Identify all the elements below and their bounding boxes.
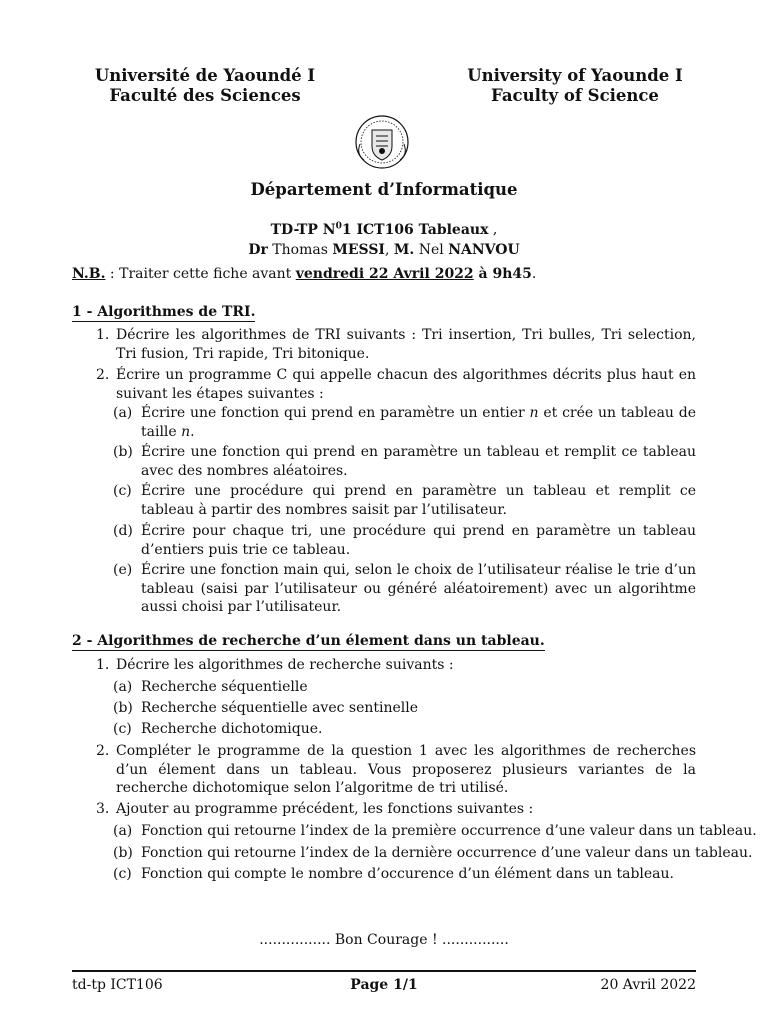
nb-time: à 9h45 bbox=[473, 266, 532, 282]
faculty-fr: Faculté des Sciences bbox=[109, 86, 301, 105]
title-rest: 1 ICT106 Tableaux bbox=[341, 221, 489, 238]
title-prefix: TD-TP N bbox=[270, 221, 336, 238]
closing-message: ................ Bon Courage ! ............... bbox=[259, 932, 509, 948]
footer-page-number: Page 1/1 bbox=[350, 977, 418, 993]
item-label: (c) bbox=[113, 483, 132, 499]
list-item bbox=[96, 800, 696, 819]
title-sup: 0 bbox=[335, 221, 342, 231]
sub-list-item bbox=[113, 443, 696, 480]
title-line-1 bbox=[0, 216, 768, 240]
header-right bbox=[440, 66, 710, 106]
math-var: n bbox=[181, 423, 191, 440]
title-sep: , bbox=[384, 241, 390, 258]
sub-list-item bbox=[113, 720, 696, 739]
sub-list-item bbox=[113, 678, 696, 697]
item-label: (a) bbox=[113, 823, 133, 839]
item-text: Fonction qui retourne l’index de la première occurrence d’une valeur dans un tableau. bbox=[141, 823, 757, 839]
footer-date: 20 Avril 2022 bbox=[600, 977, 696, 993]
university-seal-icon bbox=[354, 114, 410, 170]
item-number: 1. bbox=[96, 657, 110, 673]
section-1-heading bbox=[72, 304, 712, 322]
item-text: Ajouter au programme précédent, les fonctions suivantes : bbox=[116, 801, 534, 817]
nota-bene bbox=[72, 266, 702, 282]
section-2-title: 2 - Algorithmes de recherche d’un élement dans un tableau. bbox=[72, 633, 545, 649]
list-item bbox=[96, 742, 696, 798]
author2-first: Nel bbox=[418, 241, 444, 258]
exercise-title bbox=[0, 216, 768, 260]
item-text: Écrire un programme C qui appelle chacun des algorithmes décrits plus haut en suivant les étapes suivantes : bbox=[116, 367, 696, 402]
sub-list-item bbox=[113, 561, 696, 617]
item-text: Écrire une procédure qui prend en paramètre un tableau et remplit ce tableau à partir des nombres saisit par l’utilisateur. bbox=[141, 483, 696, 518]
item-number: 2. bbox=[96, 367, 110, 383]
item-text: Écrire une fonction main qui, selon le choix de l’utilisateur réalise le trie d’un tableau (saisi par l’utilisateur ou généré aléatoirement) avec un algorihtme aussi choisi par l’utilisateur. bbox=[141, 562, 696, 615]
header-left bbox=[70, 66, 340, 106]
item-text: Écrire une fonction qui prend en paramètre un entier bbox=[141, 405, 530, 421]
item-text: Recherche dichotomique. bbox=[141, 721, 323, 737]
title-comma: , bbox=[488, 221, 498, 238]
author2-last: NANVOU bbox=[448, 241, 520, 258]
sub-list-item bbox=[113, 522, 696, 559]
math-var: n bbox=[529, 405, 539, 421]
item-text: Recherche séquentielle bbox=[141, 679, 308, 695]
item-text: Écrire pour chaque tri, une procédure qui prend en paramètre un tableau d’entiers puis trie ce tableau. bbox=[141, 523, 696, 558]
item-label: (b) bbox=[113, 444, 133, 460]
item-text: Décrire les algorithmes de recherche suivants : bbox=[116, 657, 454, 673]
nb-label: N.B. bbox=[72, 266, 106, 282]
item-label: (b) bbox=[113, 845, 133, 861]
nb-text: : Traiter cette fiche avant bbox=[105, 266, 296, 282]
footer-left: td-tp ICT106 bbox=[72, 977, 163, 993]
author1-last: MESSI bbox=[332, 241, 385, 258]
list-item bbox=[96, 326, 696, 363]
footer-rule bbox=[72, 970, 696, 972]
university-en: University of Yaounde I bbox=[467, 66, 683, 85]
item-text: Fonction qui retourne l’index de la dernière occurrence d’une valeur dans un tableau. bbox=[141, 845, 753, 861]
item-label: (b) bbox=[113, 700, 133, 716]
nb-date: vendredi 22 Avril 2022 bbox=[295, 266, 474, 282]
item-label: (d) bbox=[113, 523, 133, 539]
item-number: 2. bbox=[96, 743, 110, 759]
sub-list-item bbox=[113, 482, 696, 519]
item-text: et crée un tableau de taille bbox=[141, 405, 696, 440]
list-item bbox=[96, 656, 696, 675]
sub-list-item bbox=[113, 865, 701, 884]
title-dr: Dr bbox=[248, 241, 268, 258]
university-fr: Université de Yaoundé I bbox=[94, 66, 316, 85]
item-text: Décrire les algorithmes de TRI suivants : Tri insertion, Tri bulles, Tri selection, Tri fusion, Tri rapide, Tri bitonique. bbox=[116, 327, 696, 362]
nb-end: . bbox=[531, 266, 537, 282]
title-line-2 bbox=[0, 240, 768, 260]
item-label: (e) bbox=[113, 562, 133, 578]
department-title: Département d’Informatique bbox=[250, 180, 518, 199]
item-number: 3. bbox=[96, 801, 110, 817]
author1-first: Thomas bbox=[272, 241, 328, 258]
item-text: Recherche séquentielle avec sentinelle bbox=[141, 700, 419, 716]
item-text: Fonction qui compte le nombre d’occurence d’un élément dans un tableau. bbox=[141, 866, 674, 882]
item-label: (a) bbox=[113, 679, 133, 695]
item-label: (c) bbox=[113, 866, 132, 882]
item-text: . bbox=[190, 423, 195, 440]
item-label: (c) bbox=[113, 721, 132, 737]
sub-list-item bbox=[113, 404, 696, 441]
sub-list-item bbox=[113, 844, 753, 863]
item-text: Compléter le programme de la question 1 avec les algorithmes de recherches d’un élement dans un tableau. Vous proposerez plusieurs variantes de la recherche dichotomique selon l’algoritme de tri utilisé. bbox=[116, 743, 696, 796]
item-label: (a) bbox=[113, 405, 133, 421]
section-2-heading bbox=[72, 633, 712, 651]
section-1-title: 1 - Algorithmes de TRI. bbox=[72, 304, 256, 320]
faculty-en: Faculty of Science bbox=[491, 86, 659, 105]
list-item bbox=[96, 366, 696, 403]
item-number: 1. bbox=[96, 327, 110, 343]
sub-list-item bbox=[113, 822, 757, 841]
item-text: Écrire une fonction qui prend en paramètre un tableau et remplit ce tableau avec des nombres aléatoires. bbox=[141, 444, 696, 479]
sub-list-item bbox=[113, 699, 696, 718]
title-m: M. bbox=[393, 241, 415, 258]
